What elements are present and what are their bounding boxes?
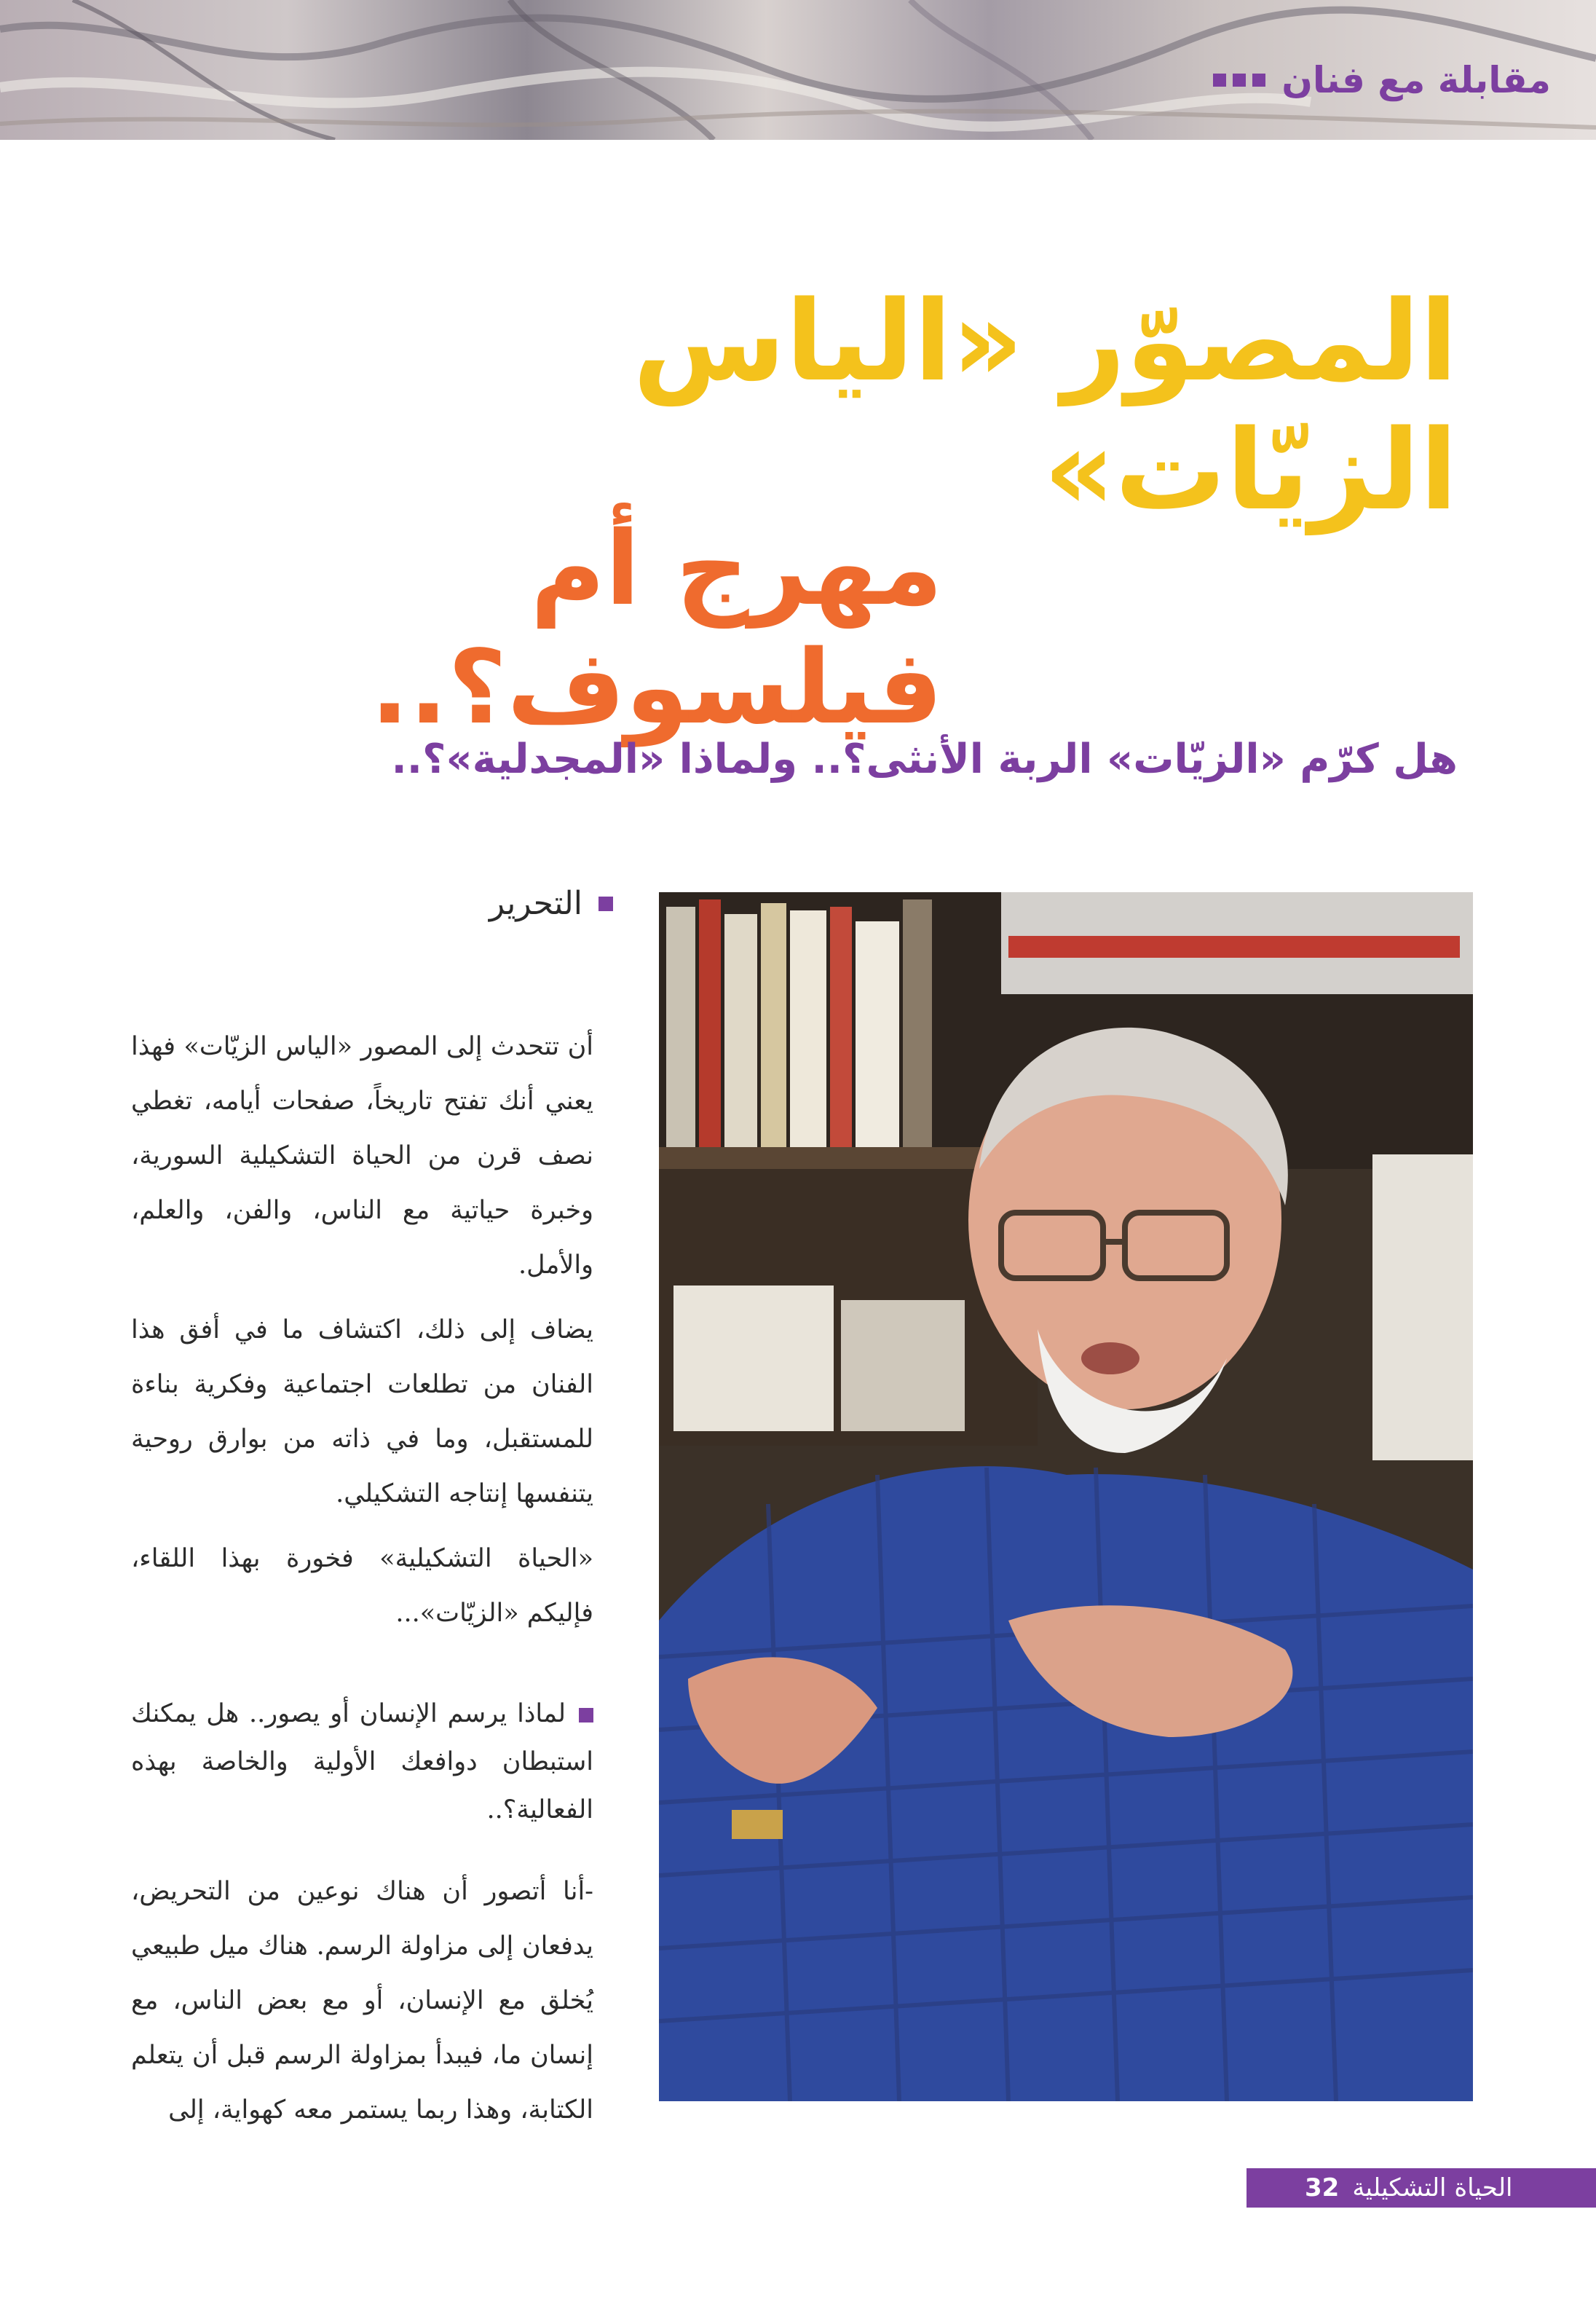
section-label-text: مقابلة مع فنان [1281,59,1551,101]
article-title: المصوّر «الياس الزيّات» [633,277,1458,535]
article-subtitle: مهرج أم فيلسوف؟.. [370,510,943,747]
interview-answer: -أنا أتصور أن هناك نوعين من التحريض، يدفعان إلى مزاولة الرسم. هناك ميل طبيعي يُخلق مع الإنسان، أو مع بعض الناس، مع إنسان ما، فيبدأ بمزاولة الرسم قبل أن يتعلم الكتابة، وهذا ربما يستمر معه كهواية، إلى [131,1877,593,2125]
dot [1213,74,1226,87]
header-band [0,0,1596,140]
article-deck: هل كرّم «الزيّات» الربة الأنثى؟.. ولماذا «المجدلية»؟.. [391,736,1458,783]
portrait-photo [659,892,1473,2101]
magazine-name: الحياة التشكيلية [1352,2173,1513,2202]
byline-text: التحرير [489,885,582,922]
dot [1252,74,1265,87]
page-number: 32 [1305,2173,1340,2202]
question-text: لماذا يرسم الإنسان أو يصور.. هل يمكنك استبطان دوافعك الأولية والخاصة بهذه الفعالية؟.. [131,1699,593,1824]
byline [489,885,613,922]
question-bullet-icon [579,1708,593,1722]
section-label [1213,51,1551,109]
intro-paragraph: «الحياة التشكيلية» فخورة بهذا اللقاء، فإليكم «الزيّات»... [131,1544,593,1628]
interview-question [131,1690,593,1834]
intro-paragraph: يضاف إلى ذلك، اكتشاف ما في أفق هذا الفنان من تطلعات اجتماعية وفكرية بناءة للمستقبل، وما في ذاته من بوارق روحية يتنفسها إنتاجه التشكيلي. [131,1315,593,1508]
page-footer [1247,2168,1596,2208]
dot [1233,74,1246,87]
portrait-illustration [659,892,1473,2101]
intro-text [131,1020,593,1651]
byline-bullet-icon [598,897,613,911]
intro-paragraph: أن تتحدث إلى المصور «الياس الزيّات» فهذا يعني أنك تفتح تاريخاً، صفحات أيامه، تغطي نصف قرن من الحياة التشكيلية السورية، وخبرة حياتية مع الناس، والفن، والعلم، والأمل. [131,1032,593,1280]
section-label-dots [1213,74,1265,87]
